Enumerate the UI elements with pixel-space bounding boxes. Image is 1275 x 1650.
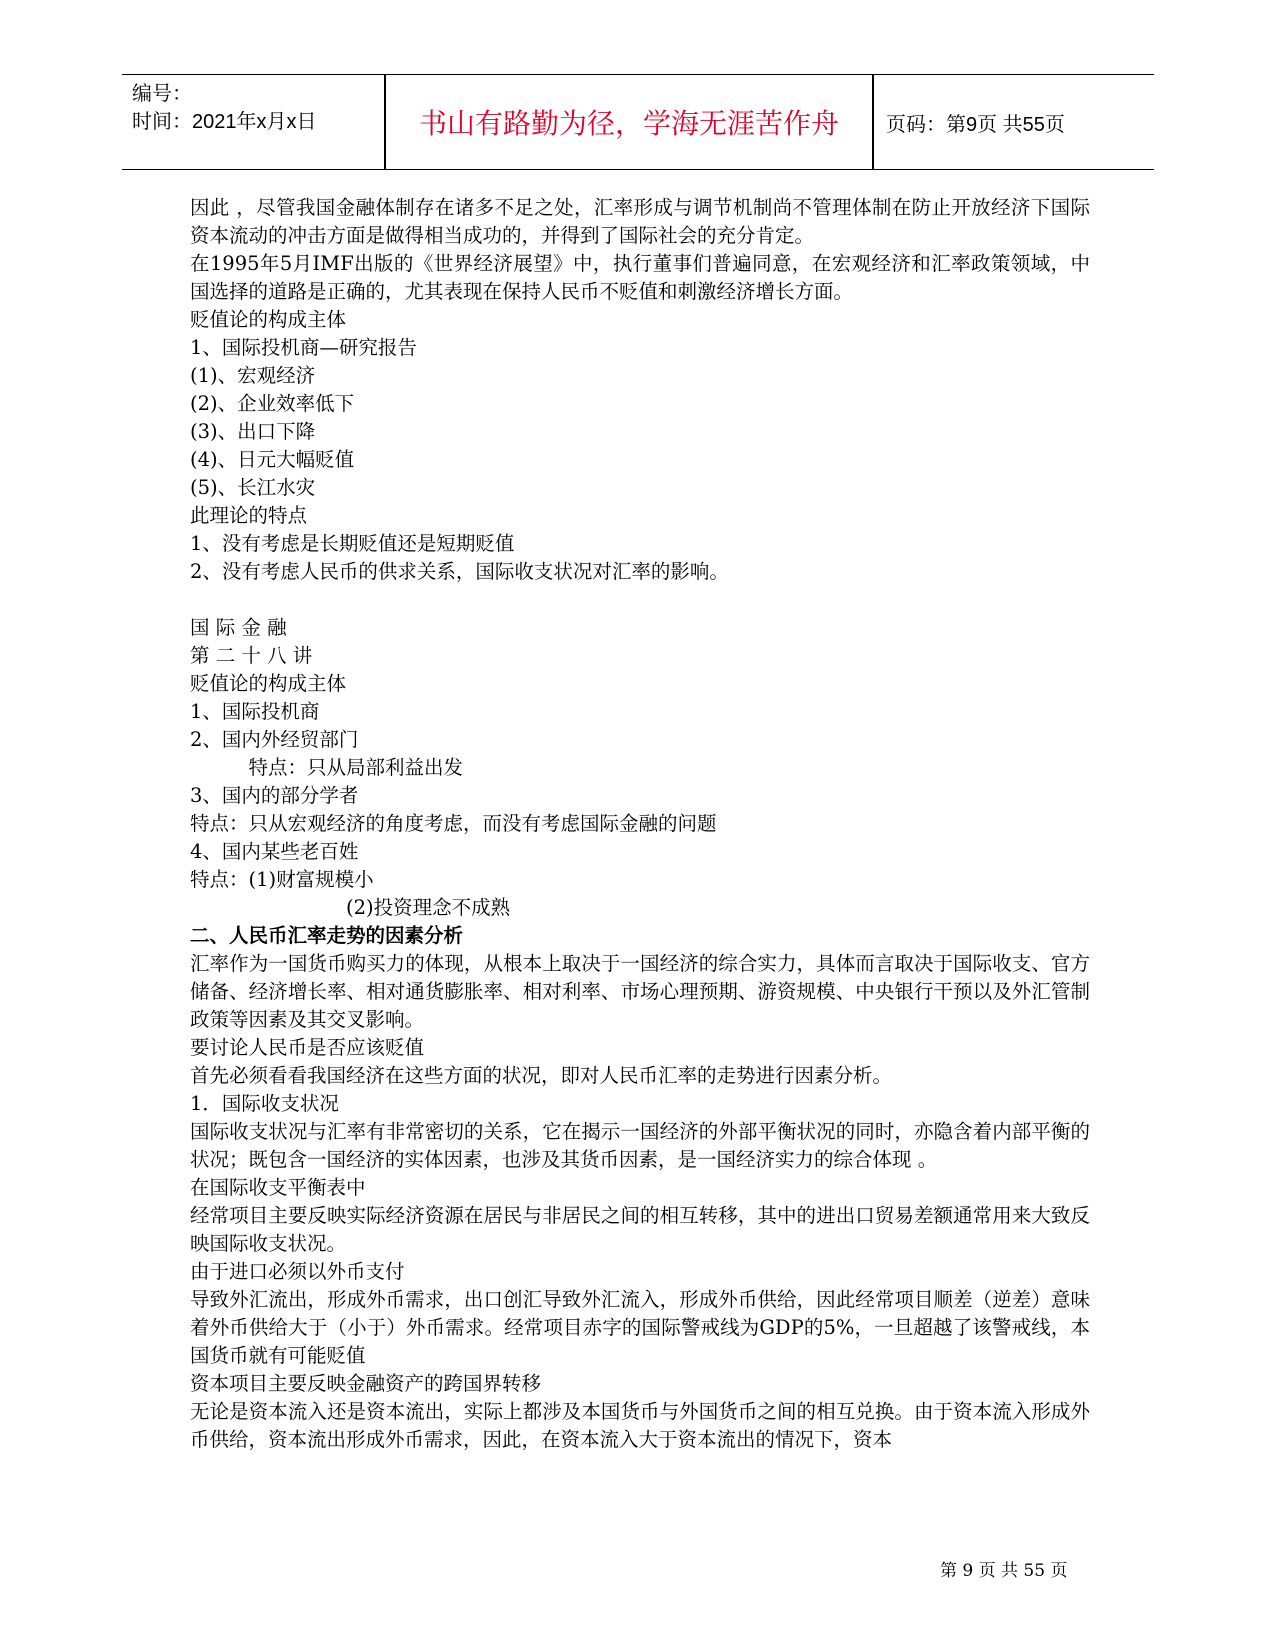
paragraph: 贬值论的构成主体 <box>190 308 347 331</box>
paragraph: 在1995年5月IMF出版的《世界经济展望》中，执行董事们普遍同意，在宏观经济和汇率政策领域，中国选择的道路是正确的，尤其表现在保持人民币不贬值和刺激经济增长方面。 <box>190 252 1090 303</box>
list-item: (2)投资理念不成熟 <box>190 896 511 919</box>
section-heading: 二、人民币汇率走势的因素分析 <box>190 924 464 947</box>
list-item: (1)、宏观经济 <box>190 364 316 387</box>
paragraph: 经常项目主要反映实际经济资源在居民与非居民之间的相互转移，其中的进出口贸易差额通常用来大致反映国际收支状况。 <box>190 1204 1090 1255</box>
list-item: 4、国内某些老百姓 <box>190 840 359 863</box>
header-meta <box>132 80 317 136</box>
blank-line <box>190 586 1090 614</box>
paragraph: 导致外汇流出，形成外币需求，出口创汇导致外汇流入，形成外币供给，因此经常项目顺差（逆差）意味着外币供给大于（小于）外币需求。经常项目赤字的国际警戒线为GDP的5%，一旦超越了该警戒线，本国货币就有可能贬值 <box>190 1288 1090 1367</box>
list-item: 2、没有考虑人民币的供求关系，国际收支状况对汇率的影响。 <box>190 560 729 583</box>
list-item: 特点：只从局部利益出发 <box>190 756 464 779</box>
paragraph: 因此 ，尽管我国金融体制存在诸多不足之处，汇率形成与调节机制尚不管理体制在防止开放经济下国际资本流动的冲击方面是做得相当成功的，并得到了国际社会的充分肯定。 <box>190 196 1090 247</box>
list-item: 特点：(1)财富规模小 <box>190 868 374 891</box>
list-item: (5)、长江水灾 <box>190 476 316 499</box>
paragraph: 无论是资本流入还是资本流出，实际上都涉及本国货币与外国货币之间的相互兑换。由于资本流入形成外币供给，资本流出形成外币需求，因此，在资本流入大于资本流出的情况下，资本 <box>190 1400 1090 1451</box>
header-divider <box>872 75 874 169</box>
document-date-label: 时间：2021年x月x日 <box>132 111 317 133</box>
paragraph: 要讨论人民币是否应该贬值 <box>190 1036 425 1059</box>
document-body <box>190 194 1090 1454</box>
paragraph: 国际收支状况与汇率有非常密切的关系，它在揭示一国经济的外部平衡状况的同时，亦隐含着内部平衡的状况；既包含一国经济的实体因素，也涉及其货币因素，是一国经济实力的综合体现 。 <box>190 1120 1090 1171</box>
paragraph: 资本项目主要反映金融资产的跨国界转移 <box>190 1372 542 1395</box>
list-item: 3、国内的部分学者 <box>190 784 359 807</box>
paragraph: 首先必须看看我国经济在这些方面的状况，即对人民币汇率的走势进行因素分析。 <box>190 1064 893 1087</box>
paragraph: 此理论的特点 <box>190 504 308 527</box>
list-item: 2、国内外经贸部门 <box>190 728 359 751</box>
list-item: 1、没有考虑是长期贬值还是短期贬值 <box>190 532 515 555</box>
list-item: 1、国际投机商 <box>190 700 320 723</box>
document-number-label: 编号： <box>132 83 192 105</box>
paragraph: 贬值论的构成主体 <box>190 672 347 695</box>
header-page-number: 页码：第9页 共55页 <box>886 113 1065 136</box>
lecture-title: 第 二 十 八 讲 <box>190 644 313 667</box>
list-item: (3)、出口下降 <box>190 420 316 443</box>
section-title: 国 际 金 融 <box>190 616 287 639</box>
list-item: (4)、日元大幅贬值 <box>190 448 355 471</box>
paragraph: 由于进口必须以外币支付 <box>190 1260 405 1283</box>
page-footer: 第 9 页 共 55 页 <box>940 1561 1068 1581</box>
subsection-heading: 1．国际收支状况 <box>190 1092 339 1115</box>
paragraph: 汇率作为一国货币购买力的体现，从根本上取决于一国经济的综合实力，具体而言取决于国际收支、官方储备、经济增长率、相对通货膨胀率、相对利率、市场心理预期、游资规模、中央银行干预以及外汇管制政策等因素及其交叉影响。 <box>190 952 1090 1031</box>
header-motto: 书山有路勤为径，学海无涯苦作舟 <box>418 107 839 140</box>
list-item: 1、国际投机商—研究报告 <box>190 336 417 359</box>
list-item: (2)、企业效率低下 <box>190 392 355 415</box>
page-header <box>122 74 1154 170</box>
list-item: 特点：只从宏观经济的角度考虑，而没有考虑国际金融的问题 <box>190 812 717 835</box>
paragraph: 在国际收支平衡表中 <box>190 1176 366 1199</box>
